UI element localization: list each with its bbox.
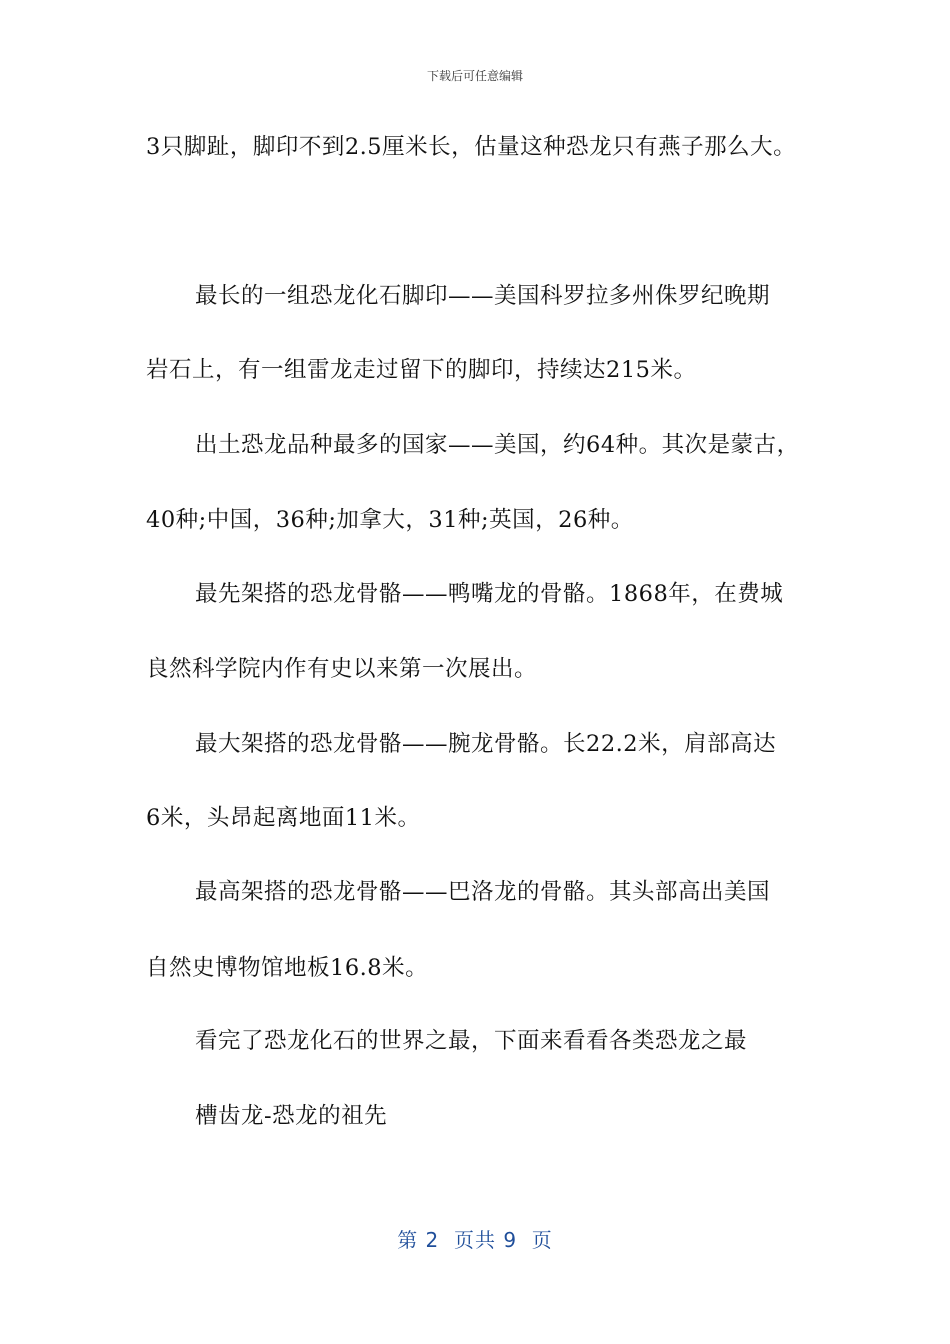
text-line: 3只脚趾，脚印不到2.5厘米长，估量这种恐龙只有燕子那么大。 bbox=[146, 134, 797, 160]
text-line: 岩石上，有一组雷龙走过留下的脚印，持续达215米。 bbox=[146, 357, 697, 383]
text-line: 看完了恐龙化石的世界之最，下面来看看各类恐龙之最 bbox=[195, 1028, 748, 1054]
text-line: 最先架搭的恐龙骨骼——鸭嘴龙的骨骼。1868年，在费城 bbox=[195, 581, 784, 607]
text-line: 最高架搭的恐龙骨骼——巴洛龙的骨骼。其头部高出美国 bbox=[195, 879, 771, 905]
text-line: 良然科学院内作有史以来第一次展出。 bbox=[146, 656, 538, 682]
text-line: 槽齿龙-恐龙的祖先 bbox=[195, 1103, 388, 1129]
text-line: 40种;中国，36种;加拿大，31种;英国，26种。 bbox=[146, 507, 634, 533]
text-line: 最大架搭的恐龙骨骼——腕龙骨骼。长22.2米，肩部高达 bbox=[195, 731, 777, 757]
header-note: 下载后可任意编辑 bbox=[426, 69, 523, 83]
text-line: 6米，头昂起离地面11米。 bbox=[146, 805, 421, 831]
page-number: 第 2 页共 9 页 bbox=[397, 1228, 553, 1252]
text-line: 自然史博物馆地板16.8米。 bbox=[146, 955, 429, 981]
text-line: 最长的一组恐龙化石脚印——美国科罗拉多州侏罗纪晚期 bbox=[195, 283, 771, 309]
text-line: 出土恐龙品种最多的国家——美国，约64种。其次是蒙古， bbox=[195, 432, 800, 458]
